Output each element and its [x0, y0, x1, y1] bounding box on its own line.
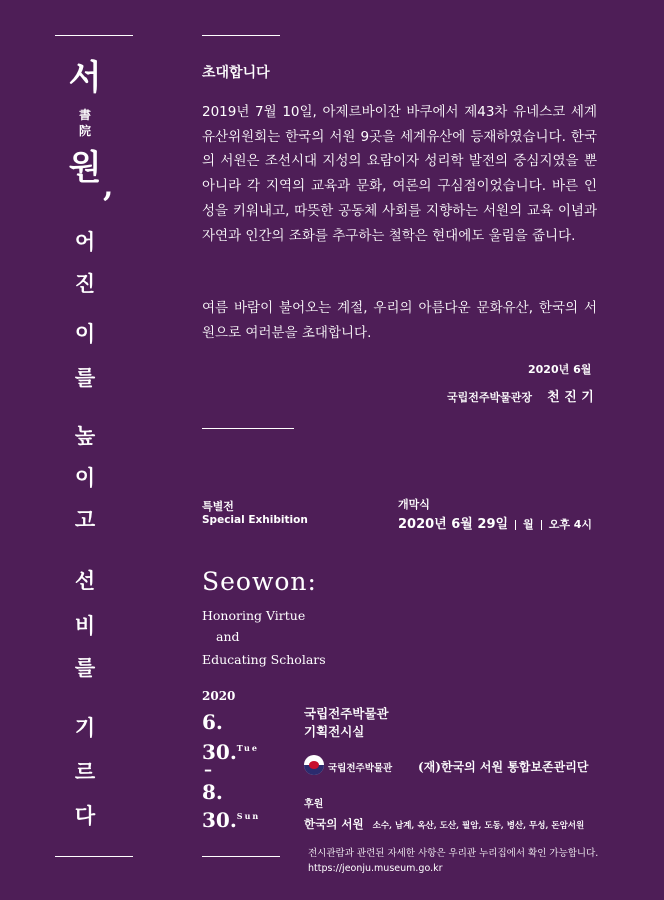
title-hanja: 院	[78, 124, 91, 138]
opening-time: 오후 4시	[548, 518, 593, 531]
title-char: 를	[74, 655, 96, 680]
title-char: 다	[74, 803, 96, 828]
title-char: 르	[74, 759, 96, 784]
invitation-heading: 초대합니다	[202, 65, 270, 81]
period-end	[202, 808, 260, 832]
title-char: 서	[68, 58, 102, 98]
museum-emblem-icon	[304, 755, 324, 775]
exhibition-subtitle-line: Honoring Virtue	[202, 608, 306, 623]
invitation-signature	[447, 386, 594, 405]
title-char: 어	[74, 229, 96, 254]
title-comma: ,	[103, 169, 114, 204]
museum-logo-text: 국립전주박물관	[328, 763, 393, 774]
opening-label: 개막식	[398, 498, 430, 511]
period-end-weekday: Sun	[236, 811, 261, 821]
exhibition-subtitle-line: and	[216, 629, 240, 644]
bottom-left-rule	[55, 856, 133, 857]
exhibition-subtitle-line: Educating Scholars	[202, 652, 326, 667]
title-char: 이	[74, 321, 96, 346]
title-char: 기	[74, 715, 96, 740]
signer-title: 국립전주박물관장	[447, 391, 533, 404]
period-start-month: 6.	[202, 710, 223, 734]
title-char: 높	[74, 423, 96, 448]
venue-hall: 기획전시실	[304, 724, 365, 739]
period-dash: –	[204, 760, 212, 779]
exhibition-label-en: Special Exhibition	[202, 514, 308, 526]
invitation-paragraph: 2019년 7월 10일, 아제르바이잔 바쿠에서 제43차 유네스코 세계유산위원회는 한국의 서원 9곳을 세계유산에 등재하였습니다. 한국의 서원은 조선시대 지성의 요람이자 성리학 발전의 중심지였을 뿐 아니라 각 지역의 교육과 문화, 여론의 구심점이었습니다. 바른 인성을 키워내고, 따뜻한 공동체 사회를 지향하는 서원의 교육 이념과 자연과 인간의 조화를 추구하는 철학은 현대에도 울림을 줍니다.	[202, 104, 597, 244]
period-year: 2020	[202, 689, 236, 703]
title-char: 를	[74, 365, 96, 390]
period-end-day: 30.	[202, 808, 237, 832]
period-start-day: 30.	[202, 740, 237, 764]
sponsor-list: 소수, 남계, 옥산, 도산, 필암, 도동, 병산, 무성, 돈암서원	[372, 821, 585, 831]
title-char: 원	[68, 148, 102, 188]
title-char: 진	[74, 271, 96, 296]
opening-day: 월	[523, 518, 534, 531]
period-end-month: 8.	[202, 780, 223, 804]
sponsor-line	[304, 813, 584, 832]
title-char: 비	[74, 613, 96, 638]
footer-note: 전시관람과 관련된 자세한 사항은 우리관 누리집에서 확인 가능합니다.	[308, 848, 599, 859]
invitation-paragraph: 여름 바람이 불어오는 계절, 우리의 아름다운 문화유산, 한국의 서원으로 여러분을 초대합니다.	[202, 300, 597, 341]
exhibition-label-ko: 특별전	[202, 500, 234, 513]
mid-divider-rule	[202, 428, 294, 429]
invitation-date: 2020년 6월	[528, 363, 592, 376]
title-char: 선	[74, 568, 96, 593]
title-hanja: 書	[78, 108, 91, 122]
exhibition-title: Seowon:	[202, 567, 317, 596]
signer-name: 천 진 기	[547, 390, 594, 405]
title-char: 고	[74, 507, 96, 532]
sponsor-label: 후원	[304, 799, 324, 810]
sponsor-lead: 한국의 서원	[304, 817, 364, 831]
opening-datetime	[398, 513, 592, 532]
opening-date: 2020년 6월 29일	[398, 517, 509, 532]
top-right-rule	[202, 35, 280, 36]
period-start-weekday: Tue	[236, 743, 259, 753]
footer-url[interactable]: https://jeonju.museum.go.kr	[308, 863, 443, 874]
foundation-name: (재)한국의 서원 통합보존관리단	[418, 760, 589, 774]
venue-name: 국립전주박물관	[304, 706, 389, 721]
top-left-rule	[55, 35, 133, 36]
title-char: 이	[74, 465, 96, 490]
bottom-right-rule	[202, 856, 280, 857]
